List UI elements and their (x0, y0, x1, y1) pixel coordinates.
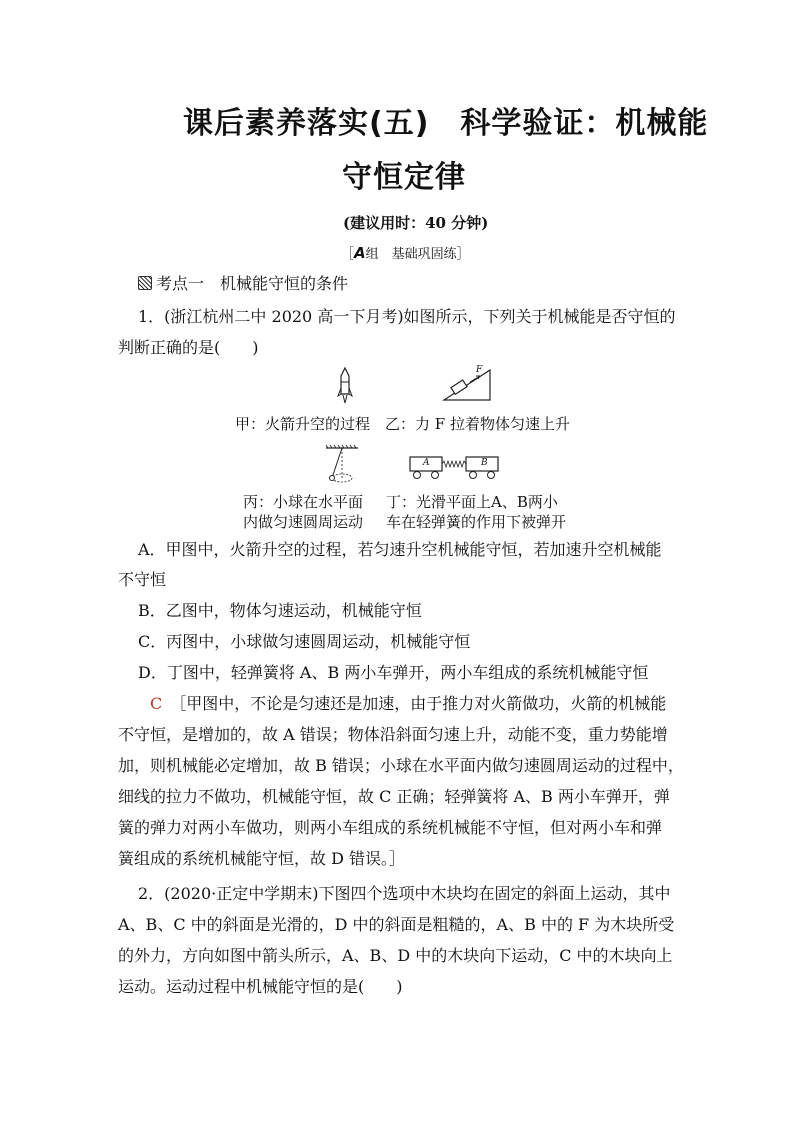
q1-stem-line2: 判断正确的是( ) (118, 338, 259, 357)
q2-stem-line2: A、B、C 中的斜面是光滑的，D 中的斜面是粗糙的，A、B 中的 F 为木块所受 (118, 915, 675, 934)
page-title-line1: 课后素养落实(五) 科学验证：机械能 (183, 106, 709, 141)
group-open-bracket: ［ (341, 247, 355, 262)
q1-option-a-line1: A．甲图中，火箭升空的过程，若匀速升空机械能守恒，若加速升空机械能 (138, 540, 662, 559)
rocket-figure (335, 366, 355, 406)
q1-explanation-line3: 加，则机械能必定增加，故 B 错误；小球在水平面内做匀速圆周运动的过程中， (118, 756, 684, 775)
q1-caption-top: 甲：火箭升空的过程 乙：力 F 拉着物体匀速上升 (235, 415, 570, 433)
q1-option-d: D．丁图中，轻弹簧将 A、B 两小车弹开，两小车组成的系统机械能守恒 (138, 663, 649, 682)
q2-stem-line3: 的外力，方向如图中箭头所示，A、B、D 中的木块向下运动，C 中的木块向上 (118, 946, 673, 965)
pendulum-figure (322, 444, 362, 490)
suggested-time: (建议用时：40 分钟) (343, 214, 489, 232)
cart-label-A: A (423, 458, 430, 468)
incline-figure (442, 366, 494, 404)
q1-explanation-line5: 簧的弹力对两小车做功，则两小车组成的系统机械能不守恒，但对两小车和弹 (118, 818, 663, 837)
q1-option-c: C．丙图中，小球做匀速圆周运动，机械能守恒 (138, 632, 471, 651)
q1-caption-d-line2: 车在轻弹簧的作用下被弹开 (386, 513, 567, 531)
q1-option-b: B．乙图中，物体匀速运动，机械能守恒 (138, 601, 422, 620)
group-label (341, 243, 470, 262)
q1-option-a-line2: 不守恒 (118, 570, 167, 589)
cart-label-B: B (481, 458, 488, 468)
q2-stem-line1: 2．(2020·正定中学期末)下图四个选项中木块均在固定的斜面上运动，其中 (138, 884, 671, 903)
q1-caption-d-line1: 丁：光滑平面上A、B两小 (386, 493, 558, 511)
q1-stem-line1: 1．(浙江杭州二中 2020 高一下月考)如图所示，下列关于机械能是否守恒的 (138, 307, 676, 326)
group-text: 组 基础巩固练 (365, 247, 457, 262)
page-title-line2: 守恒定律 (342, 160, 466, 195)
q1-caption-c-line1: 丙：小球在水平面 (243, 493, 364, 511)
q1-explanation-line4: 细线的拉力不做功，机械能守恒，故 C 正确；轻弹簧将 A、B 两小车弹开，弹 (118, 787, 670, 806)
q1-caption-c-line2: 内做匀速圆周运动 (243, 513, 364, 531)
section-heading (138, 274, 348, 294)
q1-explanation-line2: 不守恒，是增加的，故 A 错误；物体沿斜面匀速上升，动能不变，重力势能增 (118, 725, 668, 744)
q2-stem-line4: 运动。运动过程中机械能守恒的是( ) (118, 977, 403, 996)
q1-explanation-line6: 簧组成的系统机械能守恒，故 D 错误。］ (118, 849, 406, 868)
section-heading-text: 考点一 机械能守恒的条件 (156, 274, 349, 293)
group-letter: A (354, 244, 366, 262)
q1-explanation-line1 (150, 694, 666, 714)
group-close-bracket: ］ (456, 247, 470, 262)
section-marker-icon (138, 276, 152, 290)
q1-explanation-text1: ［甲图中，不论是匀速还是加速，由于推力对火箭做功，火箭的机械能 (178, 694, 667, 713)
q1-answer: C (150, 694, 163, 713)
force-label-F: F (476, 365, 483, 375)
